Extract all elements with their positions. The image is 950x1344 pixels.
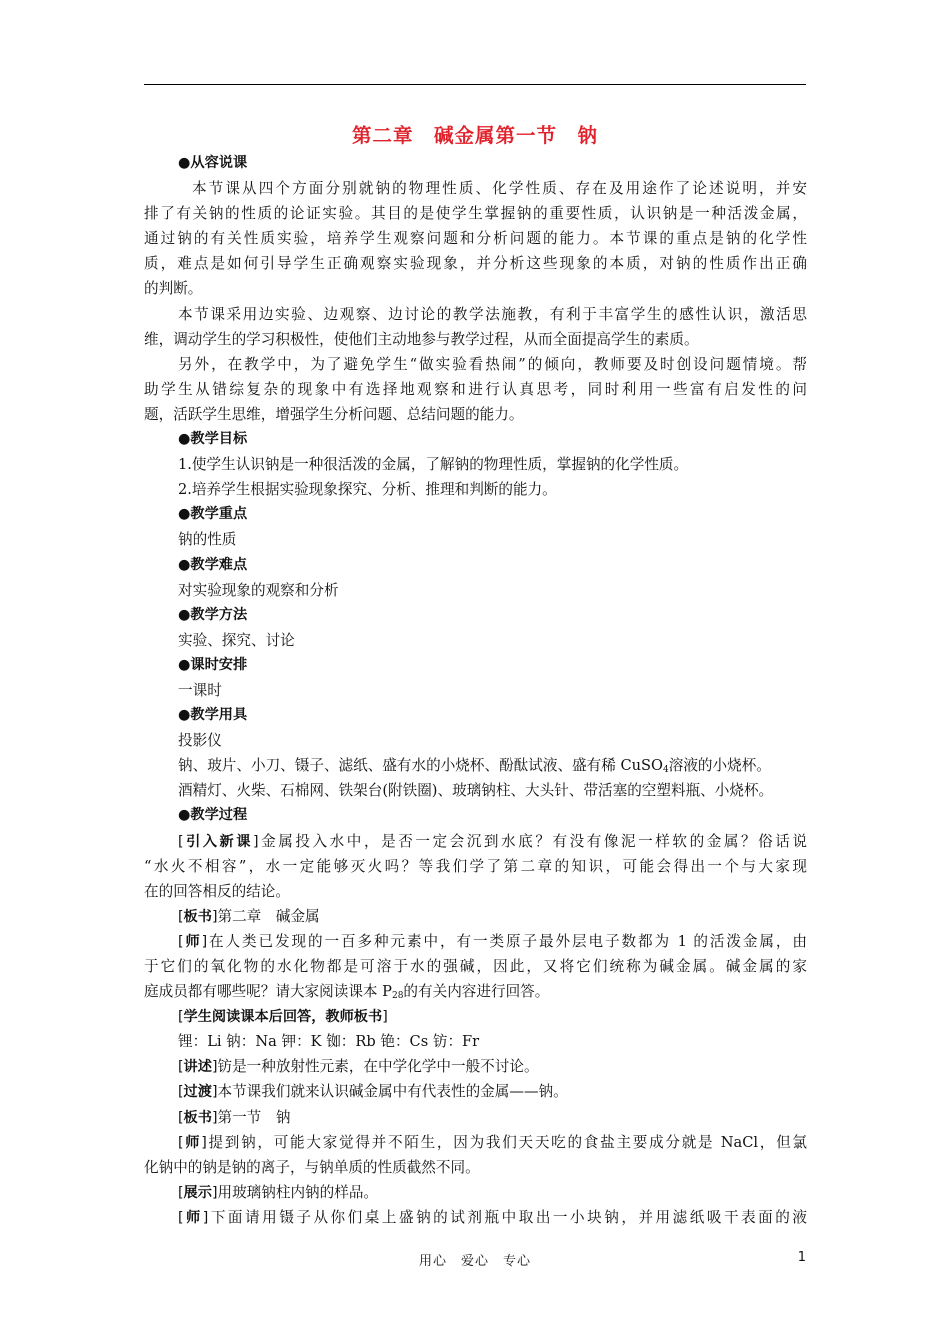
paragraph-line: 于它们的氧化物的水化物都是可溶于水的强碱，因此，又将它们统称为碱金属。碱金属的家 (144, 958, 807, 975)
paragraph-line: 题，活跃学生思维，增强学生分析问题、总结问题的能力。 (144, 405, 524, 423)
section-text: 一课时 (178, 681, 222, 699)
paragraph-line: 助学生从错综复杂的现象中有选择地观察和进行认真思考，同时利用一些富有启发性的问 (144, 380, 807, 398)
step-tag: [ 板书 ] (178, 1110, 217, 1126)
step-tag: [ 过渡 ] (178, 1084, 217, 1100)
step-tag: [ 展示 ] (178, 1185, 217, 1201)
equipment-line (144, 753, 807, 778)
text-run: 溶液的小烧杯。 (668, 757, 771, 775)
section-heading: ●课时安排 (178, 656, 248, 673)
subscript: 28 (391, 991, 404, 1002)
paragraph-line (144, 1105, 807, 1130)
equipment-line: 酒精灯、火柴、石棉网、铁架台(附铁圈)、玻璃钠柱、大头针、带活塞的空塑料瓶、小烧杯。 (178, 782, 774, 800)
paragraph-line (144, 1004, 807, 1029)
text-run: 用玻璃钠柱内钠的样品。 (217, 1183, 379, 1201)
paragraph-line (144, 1205, 807, 1230)
paragraph-line (144, 829, 807, 854)
paragraph-line: 排了有关钠的性质的论证实验。其目的是使学生掌握钠的重要性质，认识钠是一种活泼金属， (144, 205, 807, 223)
step-tag: [ 讲述 ] (178, 1059, 217, 1075)
paragraph-line: 化钠中的钠是钠的离子，与钠单质的性质截然不同。 (144, 1158, 480, 1176)
paragraph-line (144, 1054, 807, 1079)
page-footer (144, 1250, 806, 1270)
text-run: 庭成员都有哪些呢？请大家阅读课本 P (144, 983, 392, 1001)
paragraph-line (144, 979, 807, 1004)
header-rule (144, 84, 806, 85)
subscript: 4 (662, 765, 669, 776)
step-tag: [ 引入新课 ] (178, 834, 259, 850)
paragraph-line: 的判断。 (144, 280, 203, 298)
text-run: 的有关内容进行回答。 (403, 983, 550, 1001)
text-run: 第一节 钠 (217, 1108, 291, 1126)
paragraph-line (144, 1180, 807, 1205)
text-run: 钫是一种放射性元素，在中学化学中一般不讨论。 (217, 1058, 539, 1076)
section-heading: ●教学重点 (178, 506, 248, 523)
text-run: 金属投入水中，是否一定会沉到水底？有没有像泥一样软的金属？俗话说 (258, 832, 807, 850)
paragraph-line: 在的回答相反的结论。 (144, 882, 290, 900)
paragraph-line (144, 1079, 807, 1104)
section-heading: ●教学难点 (178, 556, 248, 573)
step-tag: [ 学生阅读课本后回答，教师板书 ] (178, 1009, 388, 1025)
section-text: 钠的性质 (178, 531, 237, 549)
paragraph-line: 本节课从四个方面分别就钠的物理性质、化学性质、存在及用途作了论述说明，并安 (192, 180, 807, 198)
section-heading: ●教学目标 (178, 431, 248, 448)
paragraph-line: “水火不相容”，水一定能够灭火吗？等我们学了第二章的知识，可能会得出一个与大家现 (144, 857, 807, 875)
text-run: 钠、玻片、小刀、镊子、滤纸、盛有水的小烧杯、酚酞试液、盛有稀 CuSO (178, 757, 663, 775)
section-heading: ●教学过程 (178, 807, 248, 824)
paragraph-line: 通过钠的有关性质实验，培养学生观察问题和分析问题的能力。本节课的重点是钠的化学性 (144, 230, 807, 248)
footer-motto: 用心 爱心 专心 (418, 1254, 531, 1269)
text-run: 本节课我们就来认识碱金属中有代表性的金属——钠。 (217, 1083, 568, 1101)
step-tag: [ 师 ] (178, 934, 207, 950)
step-tag: [ 师 ] (178, 1210, 208, 1226)
section-text: 实验、探究、讨论 (178, 631, 295, 649)
step-tag: [ 板书 ] (178, 909, 217, 925)
document-body (144, 151, 807, 1230)
paragraph-line: 另外，在教学中，为了避免学生“做实验看热闹”的倾向，教师要及时创设问题情境。帮 (178, 355, 807, 373)
section-text: 对实验现象的观察和分析 (178, 581, 339, 599)
step-tag: [ 师 ] (178, 1135, 207, 1151)
page-number: 1 (797, 1250, 806, 1265)
text-run: 提到钠，可能大家觉得并不陌生，因为我们天天吃的食盐主要成分就是 NaCl，但氯 (206, 1133, 807, 1151)
section-heading: ●教学方法 (178, 606, 248, 623)
paragraph-line (144, 1130, 807, 1155)
text-run: 第二章 碱金属 (217, 907, 320, 925)
paragraph-line (144, 929, 807, 954)
section-text: 投影仪 (178, 732, 222, 750)
paragraph-line (144, 904, 807, 929)
text-run: 在人类已发现的一百多种元素中，有一类原子最外层电子数都为 1 的活泼金属，由 (207, 932, 807, 950)
section-heading: ●教学用具 (178, 707, 248, 724)
list-item: 2.培养学生根据实验现象探究、分析、推理和判断的能力。 (178, 481, 557, 499)
section-heading: ●从容说课 (178, 155, 248, 171)
paragraph-line: 维，调动学生的学习积极性，使他们主动地参与教学过程，从而全面提高学生的素质。 (144, 330, 699, 348)
paragraph-line: 本节课采用边实验、边观察、边讨论的教学法施教，有利于丰富学生的感性认识，激活思 (178, 305, 807, 323)
elements-line: 锂：Li 钠：Na 钾：K 铷：Rb 铯：Cs 钫：Fr (178, 1033, 480, 1051)
list-item: 1.使学生认识钠是一种很活泼的金属，了解钠的物理性质，掌握钠的化学性质。 (178, 456, 689, 474)
text-run: 下面请用镊子从你们桌上盛钠的试剂瓶中取出一小块钠，并用滤纸吸干表面的液 (208, 1208, 807, 1226)
paragraph-line: 质，难点是如何引导学生正确观察实验现象，并分析这些现象的本质，对钠的性质作出正确 (144, 255, 807, 273)
page-title: 第二章 碱金属第一节 钠 (351, 124, 598, 147)
